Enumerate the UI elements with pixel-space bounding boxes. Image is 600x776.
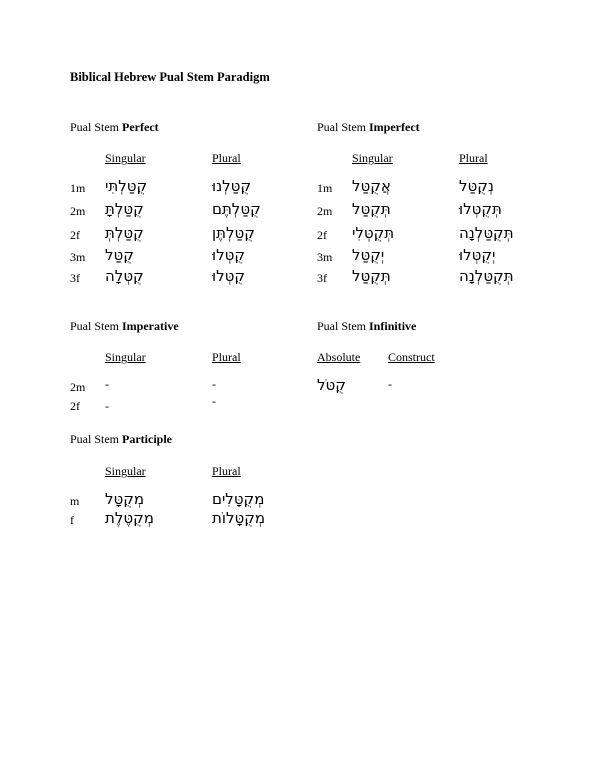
imperfect-row-label: 1m: [317, 181, 333, 195]
participle-section-title: [70, 432, 172, 447]
perfect-singular-form: קֻטְּלָה: [105, 267, 144, 285]
infinitive-section-title: [317, 319, 416, 334]
perfect-singular-form: קֻטַּלְתִּי: [105, 177, 148, 195]
perfect-row-label: 1m: [70, 181, 86, 195]
participle-plural-form: מְקֻטָּלוֹת: [212, 509, 266, 527]
participle-row-label: f: [70, 513, 74, 527]
perfect-row-label: 2m: [70, 204, 86, 218]
participle-header-plural: Plural: [212, 464, 241, 478]
participle-row-label: m: [70, 494, 80, 508]
perfect-prefix: Pual Stem: [70, 120, 123, 134]
imperfect-singular-form: תְּקֻטַּל: [352, 200, 391, 218]
perfect-name: Perfect: [122, 120, 159, 134]
imperfect-plural-form: תְּקֻטַּלְנָה: [459, 224, 514, 242]
imperative-row-label: 2f: [70, 399, 80, 413]
imperfect-row-label: 2m: [317, 204, 333, 218]
infinitive-header-absolute: Absolute: [317, 350, 361, 364]
imperfect-singular-form: תְּקֻטַּל: [352, 267, 391, 285]
imperfect-plural-form: נְקֻטַּל: [459, 177, 494, 195]
imperative-section-title: [70, 319, 179, 334]
perfect-row-label: 3m: [70, 250, 86, 264]
infinitive-header-construct: Construct: [388, 350, 435, 364]
imperative-plural-form: -: [212, 377, 216, 391]
perfect-section-title: [70, 120, 159, 135]
imperfect-plural-form: תְּקֻטְּלוּ: [459, 200, 502, 218]
perfect-plural-form: קֻטַּלְתֶּן: [212, 224, 255, 242]
perfect-singular-form: קֻטַּלְתְּ: [105, 224, 144, 242]
perfect-plural-form: קֻטַּלְתֶּם: [212, 200, 261, 218]
page-title: Biblical Hebrew Pual Stem Paradigm: [70, 70, 270, 84]
imperative-singular-form: -: [105, 399, 109, 413]
imperfect-singular-form: אֲקֻטַּל: [352, 177, 391, 195]
infinitive-construct-form: -: [388, 377, 392, 391]
infinitive-prefix: Pual Stem: [317, 319, 370, 333]
perfect-plural-form: קֻטַּלְנוּ: [212, 177, 251, 195]
imperative-header-singular: Singular: [105, 350, 146, 364]
perfect-singular-form: קֻטַּלְתָּ: [105, 200, 144, 218]
participle-singular-form: מְקֻטָּל: [105, 490, 145, 508]
imperfect-row-label: 3f: [317, 271, 327, 285]
imperfect-singular-form: תְּקֻטְּלִי: [352, 224, 395, 242]
imperfect-row-label: 2f: [317, 228, 327, 242]
imperative-row-label: 2m: [70, 380, 86, 394]
imperative-plural-form: -: [212, 394, 216, 408]
perfect-header-plural: Plural: [212, 151, 241, 165]
participle-singular-form: מְקֻטֶּלֶת: [105, 509, 154, 527]
infinitive-absolute-form: קֻטֹּל: [317, 376, 346, 394]
perfect-plural-form: קֻטְּלוּ: [212, 267, 245, 285]
perfect-row-label: 2f: [70, 228, 80, 242]
imperative-header-plural: Plural: [212, 350, 241, 364]
participle-prefix: Pual Stem: [70, 432, 123, 446]
imperative-singular-form: -: [105, 377, 109, 391]
imperfect-row-label: 3m: [317, 250, 333, 264]
imperfect-plural-form: יְקֻטְּלוּ: [459, 246, 496, 264]
perfect-header-singular: Singular: [105, 151, 146, 165]
imperative-name: Imperative: [122, 319, 179, 333]
participle-header-singular: Singular: [105, 464, 146, 478]
perfect-plural-form: קֻטְּלוּ: [212, 246, 245, 264]
participle-name: Participle: [122, 432, 172, 446]
infinitive-name: Infinitive: [369, 319, 417, 333]
imperfect-prefix: Pual Stem: [317, 120, 370, 134]
participle-plural-form: מְקֻטָּלִים: [212, 490, 265, 508]
imperfect-plural-form: תְּקֻטַּלְנָה: [459, 267, 514, 285]
imperfect-section-title: [317, 120, 420, 135]
perfect-singular-form: קֻטַּל: [105, 246, 134, 264]
imperfect-singular-form: יְקֻטַּל: [352, 246, 385, 264]
imperfect-header-singular: Singular: [352, 151, 393, 165]
imperfect-header-plural: Plural: [459, 151, 488, 165]
imperfect-name: Imperfect: [369, 120, 420, 134]
perfect-row-label: 3f: [70, 271, 80, 285]
imperative-prefix: Pual Stem: [70, 319, 123, 333]
